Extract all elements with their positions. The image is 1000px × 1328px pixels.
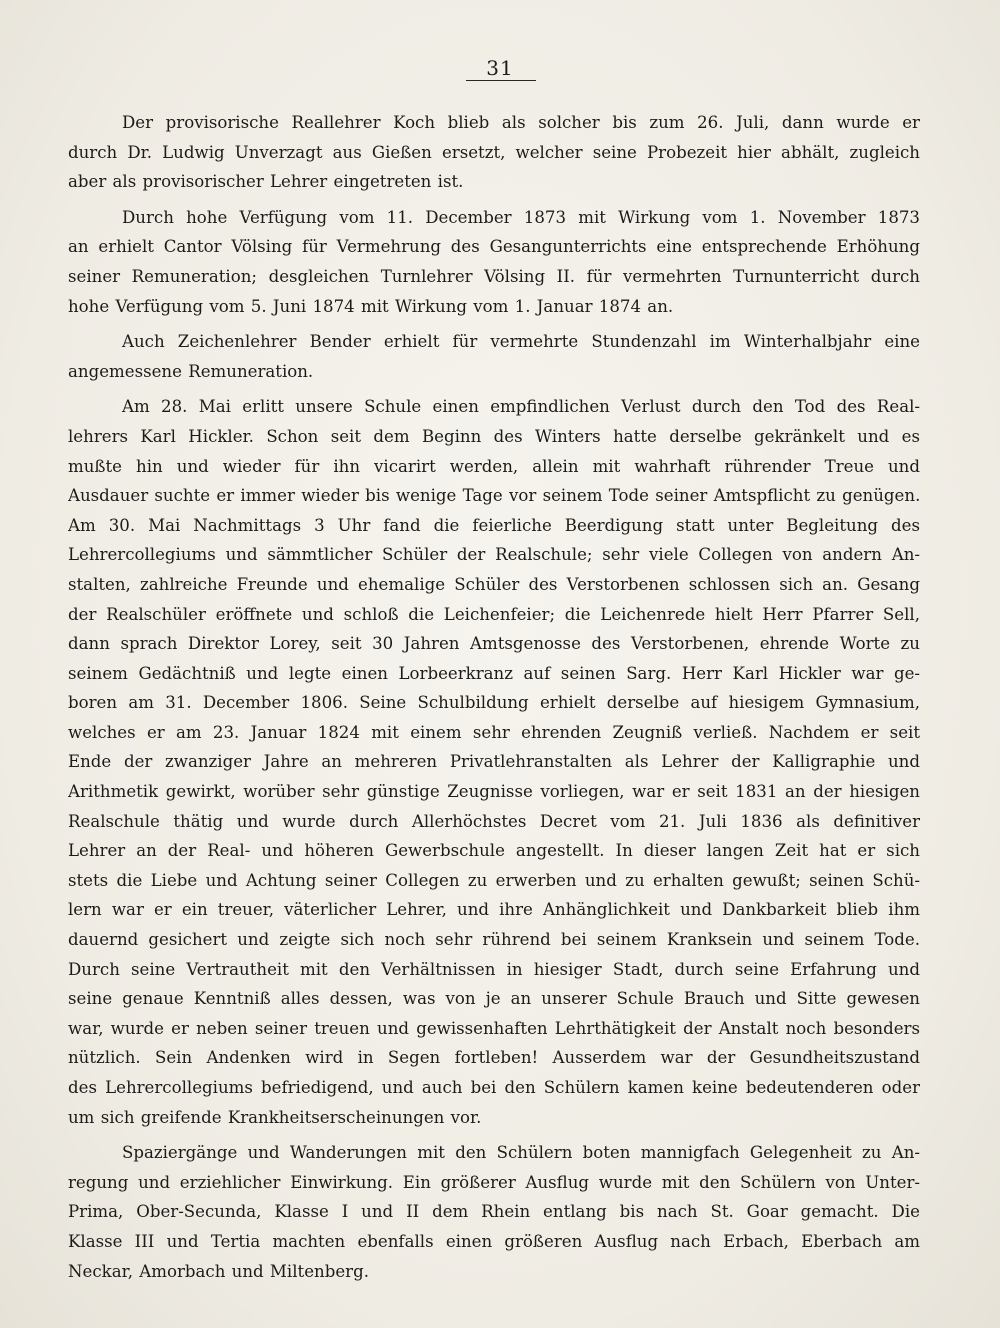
text-line: dann sprach Direktor Lorey, seit 30 Jahren Amtsgenosse des Verstorbenen, ehrende Worte zu (68, 634, 920, 654)
text-line: lern war er ein treuer, väterlicher Lehrer, und ihre Anhänglichkeit und Dankbarkeit blieb ihm (68, 900, 920, 920)
text-line: stets die Liebe und Achtung seiner Collegen zu erwerben und zu erhalten gewußt; seinen Schü- (68, 870, 920, 890)
text-line: stalten, zahlreiche Freunde und ehemalige Schüler des Verstorbenen schlossen sich an. Gesang (68, 574, 920, 594)
text-line: durch Dr. Ludwig Unverzagt aus Gießen ersetzt, welcher seine Probezeit hier abhält, zugleich (68, 142, 920, 162)
text-line: Arithmetik gewirkt, worüber sehr günstige Zeugnisse vorliegen, war er seit 1831 an der hiesigen (68, 782, 920, 802)
paragraph (68, 203, 920, 321)
text-line: der Realschüler eröffnete und schloß die Leichenfeier; die Leichenrede hielt Herr Pfarrer Sell, (68, 604, 920, 624)
text-line: hohe Verfügung vom 5. Juni 1874 mit Wirkung vom 1. Januar 1874 an. (68, 296, 674, 316)
text-line: regung und erziehlicher Einwirkung. Ein größerer Ausflug wurde mit den Schülern von Unter- (68, 1172, 920, 1192)
text-line: dauernd gesichert und zeigte sich noch sehr rührend bei seinem Kranksein und seinem Tode. (68, 930, 920, 950)
text-line: Lehrer an der Real- und höheren Gewerbschule angestellt. In dieser langen Zeit hat er sich (68, 841, 920, 861)
text-line: Lehrercollegiums und sämmtlicher Schüler der Realschule; sehr viele Collegen von andern An- (68, 545, 920, 565)
text-line: Auch Zeichenlehrer Bender erhielt für vermehrte Stundenzahl im Winterhalbjahr eine (122, 332, 920, 352)
text-line: Durch hohe Verfügung vom 11. December 1873 mit Wirkung vom 1. November 1873 (122, 207, 920, 227)
text-line: an erhielt Cantor Völsing für Vermehrung des Gesangunterrichts eine entsprechende Erhöhung (68, 237, 920, 257)
paragraph (68, 108, 920, 197)
text-line: Der provisorische Reallehrer Koch blieb als solcher bis zum 26. Juli, dann wurde er (122, 113, 920, 132)
text-line: Prima, Ober-Secunda, Klasse I und II dem Rhein entlang bis nach St. Goar gemacht. Die (68, 1202, 920, 1222)
text-line: Klasse III und Tertia machten ebenfalls einen größeren Ausflug nach Erbach, Eberbach am (68, 1231, 920, 1251)
paragraph (68, 1138, 920, 1286)
text-line: boren am 31. December 1806. Seine Schulbildung erhielt derselbe auf hiesigem Gymnasium, (68, 693, 920, 713)
text-line: seine genaue Kenntniß alles dessen, was von je an unserer Schule Brauch und Sitte gewesen (68, 989, 920, 1009)
text-line: um sich greifende Krankheitserscheinungen vor. (68, 1107, 482, 1127)
page-number-rule (466, 80, 536, 81)
text-line: seiner Remuneration; desgleichen Turnlehrer Völsing II. für vermehrten Turnunterricht durch (68, 266, 920, 286)
text-line: Am 28. Mai erlitt unsere Schule einen empfindlichen Verlust durch den Tod des Real- (122, 397, 920, 417)
paragraph (68, 327, 920, 386)
text-line: lehrers Karl Hickler. Schon seit dem Beginn des Winters hatte derselbe gekränkelt und es (68, 426, 920, 446)
text-line: Realschule thätig und wurde durch Allerhöchstes Decret vom 21. Juli 1836 als definitiver (68, 811, 920, 831)
text-line: Durch seine Vertrautheit mit den Verhältnissen in hiesiger Stadt, durch seine Erfahrung und (68, 959, 920, 979)
text-line: Ende der zwanziger Jahre an mehreren Privatlehranstalten als Lehrer der Kalligraphie und (68, 752, 920, 772)
page-number: 31 (486, 56, 514, 80)
text-line: war, wurde er neben seiner treuen und gewissenhaften Lehrthätigkeit der Anstalt noch besonders (68, 1018, 920, 1038)
text-line: des Lehrercollegiums befriedigend, und auch bei den Schülern kamen keine bedeutenderen oder (68, 1078, 920, 1097)
body-text (68, 108, 920, 1292)
text-line: welches er am 23. Januar 1824 mit einem sehr ehrenden Zeugniß verließ. Nachdem er seit (68, 722, 920, 742)
text-line: Ausdauer suchte er immer wieder bis wenige Tage vor seinem Tode seiner Amtspflicht zu genügen. (68, 486, 920, 506)
text-line: angemessene Remuneration. (68, 361, 314, 381)
text-line: seinem Gedächtniß und legte einen Lorbeerkranz auf seinen Sarg. Herr Karl Hickler war ge- (68, 663, 920, 683)
text-line: Am 30. Mai Nachmittags 3 Uhr fand die feierliche Beerdigung statt unter Begleitung des (68, 515, 920, 535)
text-line: Spaziergänge und Wanderungen mit den Schülern boten mannigfach Gelegenheit zu An- (122, 1143, 920, 1163)
text-line: mußte hin und wieder für ihn vicarirt werden, allein mit wahrhaft rührender Treue und (68, 456, 920, 476)
text-line: aber als provisorischer Lehrer eingetreten ist. (68, 172, 464, 192)
text-line: nützlich. Sein Andenken wird in Segen fortleben! Ausserdem war der Gesundheitszustand (68, 1048, 920, 1068)
paragraph (68, 392, 920, 1132)
text-line: Neckar, Amorbach und Miltenberg. (68, 1261, 369, 1281)
